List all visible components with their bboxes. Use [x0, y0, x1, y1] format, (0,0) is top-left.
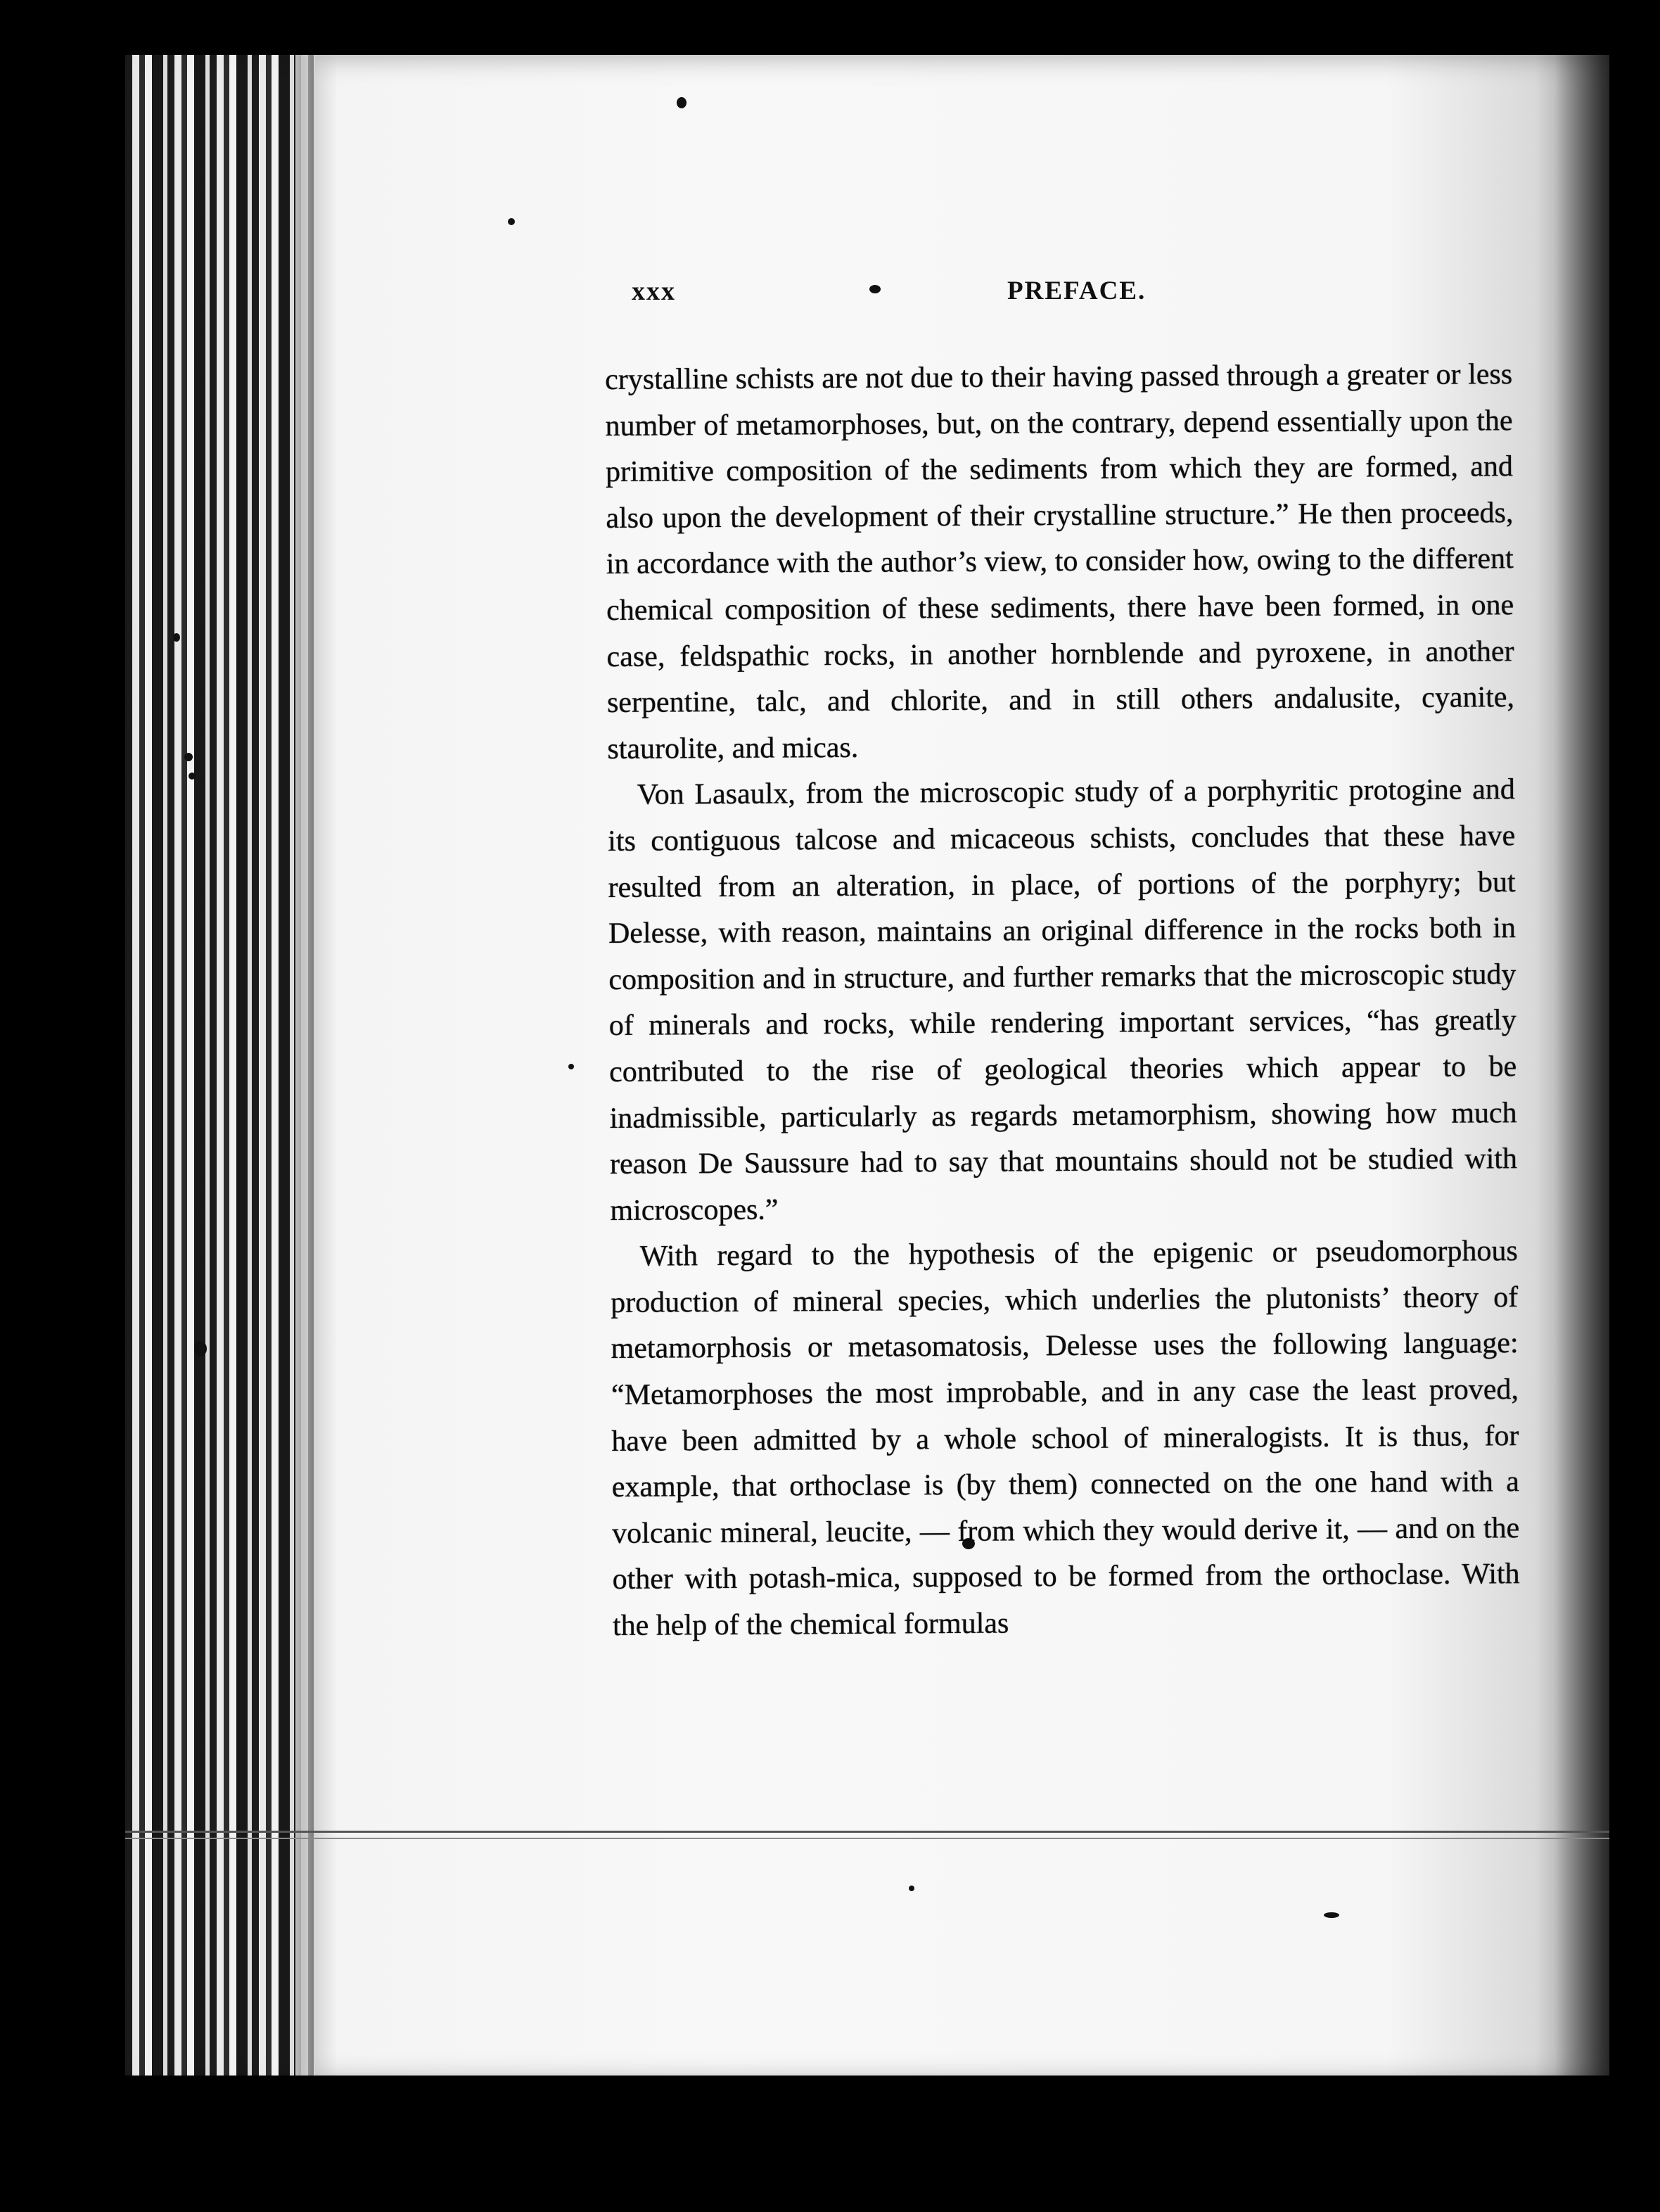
binding-shadow: [295, 55, 338, 2083]
dust-speck: [909, 1886, 914, 1891]
page-number: xxx: [632, 276, 676, 306]
bottom-scan-edge: [0, 2076, 1660, 2212]
paragraph: crystalline schists are not due to their having passed through a greater or less number of metamorphoses, but, on the contrary, depend essentially upon the primitive composition of the sediments from which they are formed, and also upon the development of their crystalline structure.” He then proceeds, in accordance with the author’s view, to consider how, owing to the different chemical composition of these sediments, there have been formed, in one case, feldspathic rocks, in another hornblende and pyroxene, in another serpentine, talc, and chlorite, and in still others andalusite, cyanite, staurolite, and micas.: [605, 358, 1515, 765]
running-head: PREFACE.: [1007, 276, 1147, 305]
book-binding-edge: [125, 55, 315, 2083]
dust-speck: [189, 773, 196, 780]
dust-speck: [508, 218, 515, 225]
body-text: [605, 352, 1520, 1649]
dust-speck: [184, 753, 193, 761]
scan-line: [125, 1831, 1609, 1833]
scan-line-secondary: [125, 1838, 1609, 1839]
paragraph: Von Lasaulx, from the microscopic study of a porphyritic protogine and its contiguous talcose and micaceous schists, concludes that these have resulted from an alteration, in place, of portions of the porphyry; but Delesse, with reason, maintains an original difference in the rocks both in composition and in structure, and further remarks that the microscopic study of minerals and rocks, while rendering important services, “has greatly contributed to the rise of geological theories which appear to be inadmissible, particularly as regards metamorphism, showing how much reason De Saussure had to say that mountains should not be studied with microscopes.”: [608, 773, 1518, 1227]
dust-speck: [194, 1341, 207, 1356]
page-header: [0, 276, 1660, 318]
right-scan-edge: [1554, 55, 1660, 2083]
dust-speck: [568, 1064, 574, 1069]
dust-speck: [677, 97, 687, 108]
dust-speck: [173, 633, 180, 642]
dust-speck: [1324, 1912, 1339, 1918]
paragraph: With regard to the hypothesis of the epigenic or pseudomorphous production of mineral species, which underlies the plutonists’ theory of metamorphosis or metasomatosis, Delesse uses the following language: “Metamorphoses the most improbable, and in any case the least proved, have been admitted by a whole school of mineralogists. It is thus, for example, that orthoclase is (by them) connected on the one hand with a volcanic mineral, leucite, — from which they would derive it, — and on the other with potash-mica, supposed to be formed from the orthoclase. With the help of the chemical formulas: [611, 1235, 1520, 1642]
